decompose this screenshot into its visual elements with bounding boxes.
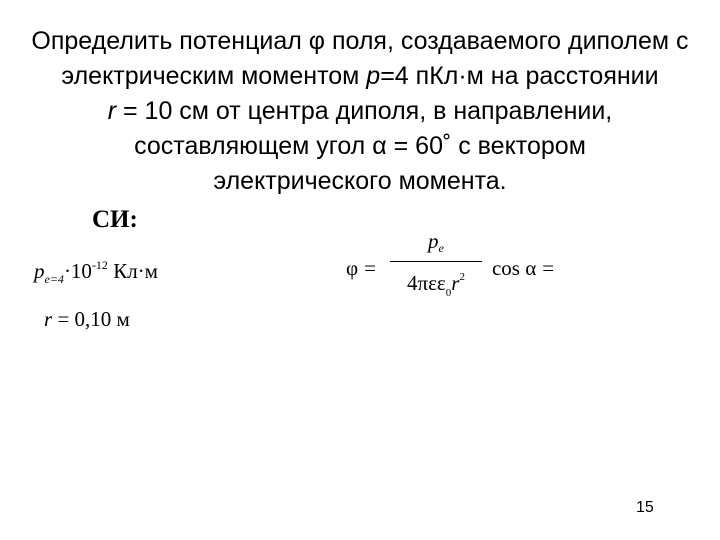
moment-variable: p xyxy=(366,62,381,90)
formula-denominator xyxy=(407,262,465,306)
given-distance-value: = 0,10 м xyxy=(52,307,130,331)
given-moment-exponent: -12 xyxy=(91,258,108,272)
given-moment-subscript: e=4 xyxy=(44,272,64,286)
moment-value: =4 пКл·м на расстоянии xyxy=(380,62,659,90)
distance-variable: r xyxy=(107,97,117,125)
given-distance xyxy=(44,307,130,332)
given-moment-symbol: p xyxy=(34,259,45,283)
problem-line-2 xyxy=(18,59,702,94)
denominator-subscript: 0 xyxy=(445,287,452,299)
problem-line-3 xyxy=(18,94,702,129)
page-number: 15 xyxy=(636,499,654,516)
numerator-subscript: e xyxy=(438,241,444,255)
denominator-variable: r xyxy=(451,271,460,295)
denominator-prefix: 4πεε xyxy=(407,271,446,295)
formula-numerator xyxy=(424,230,448,261)
problem-line-1: Определить потенциал φ поля, создаваемого диполем с xyxy=(31,27,689,55)
denominator-exponent: 2 xyxy=(459,271,465,283)
given-moment-unit: Кл·м xyxy=(107,259,158,283)
problem-line-2-prefix: электрическим моментом xyxy=(61,62,367,90)
problem-statement xyxy=(18,24,702,199)
given-moment xyxy=(34,258,158,287)
given-distance-symbol: r xyxy=(44,307,53,331)
potential-formula xyxy=(346,230,560,306)
formula-cosine: cos α xyxy=(491,255,537,280)
si-heading: СИ: xyxy=(92,206,138,233)
given-moment-multiplier: ·10 xyxy=(63,259,92,283)
problem-line-5: электрического момента. xyxy=(213,167,507,195)
numerator-symbol: p xyxy=(428,229,439,253)
problem-line-4: составляющем угол α = 60˚ с вектором xyxy=(134,132,586,160)
formula-equals: = xyxy=(364,255,376,280)
formula-trailing-equals: = xyxy=(542,255,555,280)
formula-lhs: φ xyxy=(346,255,359,280)
formula-fraction xyxy=(390,230,482,306)
distance-text: = 10 см от центра диполя, в направлении, xyxy=(116,97,613,125)
